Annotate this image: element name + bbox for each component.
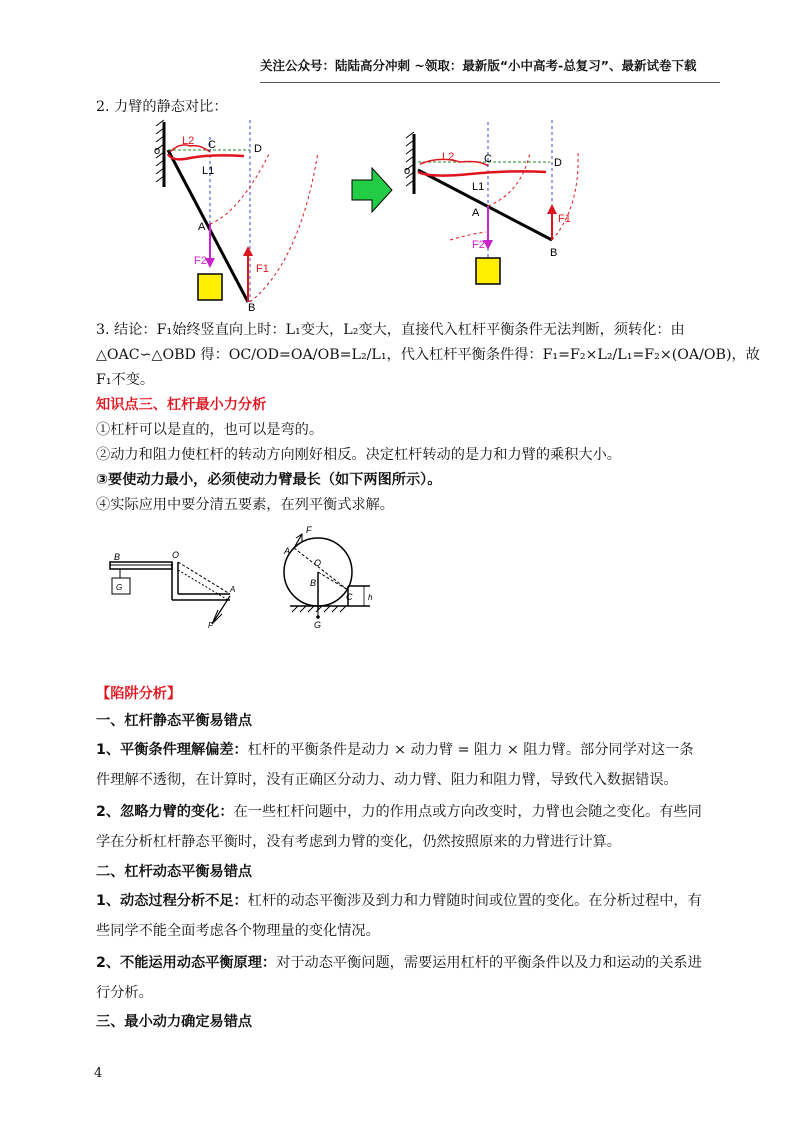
lever-bar	[418, 170, 552, 240]
svg-text:F2: F2	[194, 255, 207, 267]
trap-paragraph-4: 2、不能运用动态平衡原理：对于动态平衡问题，需要运用杠杆的平衡条件以及力和运动的关系进 行分析。	[96, 955, 702, 1001]
trap-paragraph-2: 2、忽略力臂的变化：在一些杠杆问题中，力的作用点或方向改变时，力臂也会随之变化。有些同 学在分析杠杆静态平衡时，没有考虑到力臂的变化，仍然按照原来的力臂进行计算。	[96, 804, 702, 850]
svg-text:F1: F1	[256, 263, 269, 275]
kp3-item-2: ②动力和阻力使杠杆的转动方向刚好相反。决定杠杆转动的是力和力臂的乘积大小。	[96, 447, 621, 463]
section-title: 2. 力臂的静态对比：	[96, 99, 228, 115]
bent-lever-diagram	[110, 562, 230, 624]
minimum-force-figure	[100, 520, 390, 630]
page-number: 4	[94, 1066, 103, 1081]
svg-text:L1: L1	[472, 181, 485, 193]
weight-block	[198, 274, 222, 300]
svg-text:L1: L1	[202, 165, 215, 177]
svg-text:F: F	[306, 525, 312, 535]
svg-text:O: O	[172, 550, 180, 560]
conclusion-line-2: △OAC∽△OBD 得：OC/OD=OA/OB=L₂/L₁，代入杠杆平衡条件得：F₁=F₂×L₂/L₁=F₂×(OA/OB)，故	[96, 347, 760, 363]
page-header: 关注公众号：陆陆高分冲刺 ~领取：最新版“小中高考-总复习”、最新试卷下载	[260, 56, 720, 83]
svg-text:O: O	[314, 558, 322, 568]
lever-static-figure	[150, 112, 590, 312]
svg-text:B: B	[310, 578, 317, 588]
right-lever-diagram	[404, 120, 578, 284]
svg-text:h: h	[368, 593, 373, 602]
svg-text:G: G	[314, 620, 322, 630]
trap-heading-3: 三、最小动力确定易错点	[96, 1014, 253, 1030]
trap-heading-1: 一、杠杆静态平衡易错点	[96, 713, 253, 729]
trap-heading-2: 二、杠杆动态平衡易错点	[96, 864, 253, 880]
svg-text:A: A	[284, 546, 291, 556]
left-lever-diagram	[154, 120, 318, 312]
svg-text:F: F	[208, 621, 213, 630]
svg-text:A: A	[230, 585, 236, 594]
conclusion-line-1: 3. 结论：F₁始终竖直向上时：L₁变大，L₂变大，直接代入杠杆平衡条件无法判断，须转化：由	[96, 322, 685, 338]
svg-text:o: o	[404, 165, 411, 177]
arrow-icon	[352, 168, 392, 212]
kp3-item-4: ④实际应用中要分清五要素，在列平衡式求解。	[96, 497, 394, 513]
svg-text:L2: L2	[182, 135, 195, 147]
svg-text:D: D	[554, 157, 562, 169]
svg-text:L2: L2	[442, 151, 455, 163]
trap-analysis-title: 【陷阱分析】	[96, 686, 182, 702]
conclusion-line-3: F₁不变。	[96, 372, 155, 388]
kp3-item-3: ③要使动力最小，必须使动力臂最长（如下两图所示）。	[96, 472, 442, 488]
svg-text:B: B	[114, 552, 121, 562]
brace-l1	[418, 171, 546, 175]
svg-text:C: C	[346, 592, 353, 602]
trap-paragraph-3: 1、动态过程分析不足：杠杆的动态平衡涉及到力和力臂随时间或位置的变化。在分析过程中，有 些同学不能全面考虑各个物理量的变化情况。	[96, 893, 702, 939]
svg-text:C: C	[484, 153, 492, 165]
svg-text:F1: F1	[558, 213, 571, 225]
weight-block	[476, 258, 500, 284]
brace-l1	[168, 154, 244, 159]
svg-text:G: G	[116, 583, 123, 592]
svg-text:D: D	[254, 143, 262, 155]
kp3-item-1: ①杠杆可以是直的，也可以是弯的。	[96, 422, 324, 438]
trap-paragraph-1: 1、平衡条件理解偏差：杠杆的平衡条件是动力 × 动力臂 = 阻力 × 阻力臂。部分同学对这一条 件理解不透彻，在计算时，没有正确区分动力、动力臂、阻力和阻力臂，导致代入数据错误。	[96, 742, 694, 788]
svg-text:A: A	[198, 221, 206, 233]
svg-text:A: A	[472, 207, 480, 219]
knowledge-point-3-title: 知识点三、杠杆最小力分析	[96, 397, 267, 413]
svg-text:o: o	[154, 145, 161, 157]
wheel-diagram	[284, 534, 370, 616]
svg-text:C: C	[208, 139, 216, 151]
svg-text:B: B	[550, 247, 558, 259]
svg-text:B: B	[248, 302, 256, 312]
svg-text:F2: F2	[472, 239, 485, 251]
